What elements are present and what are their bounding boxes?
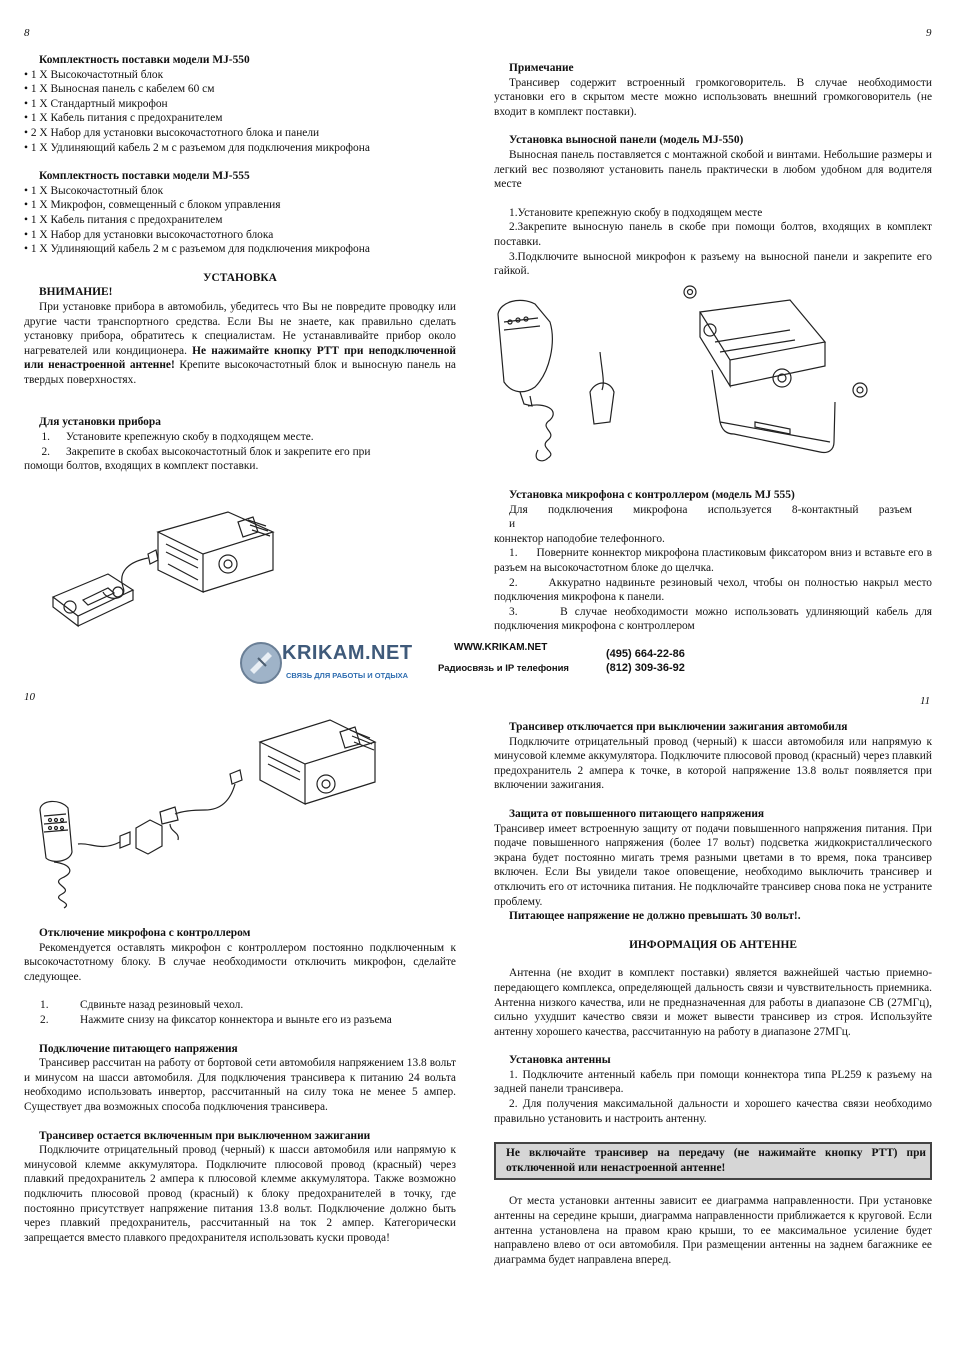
for-install-title: Для установки прибора	[39, 416, 161, 429]
antenna-text: Антенна (не входит в комплект поставки) является важнейшей частью приемно-передающего комплекса, определяющей дальность связи и чувствительность приемника. Антенна низкого качества, или не предназначенная для работы в диапазоне СВ (27МГц), сильно ухудшит качество связи и может вывести трансивер из строя. Используйте антенну хорошего качества, рассчитанную на работу в диапазоне 27МГц.	[494, 967, 932, 1038]
antenna-step: 2. Для получения максимальной дальности и хорошего качества связи необходимо правильно установить и настроить антенну.	[494, 1098, 932, 1125]
list-item: • 1 X Кабель питания с предохранителем	[24, 111, 456, 126]
step-text: Нажмите снизу на фиксатор коннектора и выньте его из разъема	[80, 1013, 392, 1026]
stays-on-title: Трансивер остается включенным при выключенном зажигании	[39, 1129, 371, 1142]
footer-band	[238, 640, 708, 686]
antenna-install-title: Установка антенны	[509, 1054, 611, 1067]
page-9-column-bottom	[494, 488, 932, 634]
page-10-column	[24, 926, 456, 1245]
install-heading: УСТАНОВКА	[203, 271, 277, 284]
list-item: • 1 X Удлиняющий кабель 2 м с разъемом для подключения микрофона	[24, 242, 456, 257]
antenna-step: 1. Подключите антенный кабель при помощи коннектора типа PL259 к разъему на задней панели трансивера.	[494, 1068, 932, 1096]
list-item: • 1 X Высокочастотный блок	[24, 68, 456, 83]
list-item: • 1 X Стандартный микрофон	[24, 97, 456, 112]
step2-continuation: помощи болтов, входящих в комплект поставки.	[24, 460, 259, 473]
site-link[interactable]: WWW.KRIKAM.NET	[454, 642, 548, 653]
stays-on-text: Подключите отрицательный провод (черный) к шасси автомобиля или напрямую к минусовой клемме аккумулятора. Подключите плюсовой провод (красный) через плавкий предохранитель 2 ампера к плюсовой клемме аккумулятора. Также возможно подключить плюсовой провод (красный) к блоку предохранителей в точку, где постоянно присутствует напряжение питания 13.8 вольт. Подключение должно быть через плавкий предохранитель, рассчитанный на ток 2 ампер. Категорически запрещается вместо плавкого предохранителя использовать куски провода!	[24, 1144, 456, 1244]
page-11-column	[494, 720, 932, 1267]
krikam-logo-icon	[238, 640, 284, 686]
install-step	[24, 445, 456, 460]
list-item: • 1 X Микрофон, совмещенный с блоком управления	[24, 198, 456, 213]
phone-1: (495) 664-22-86	[606, 648, 685, 660]
disconnect-text: Рекомендуется оставлять микрофон с контроллером постоянно подключенным к высокочастотному блоку. В случае необходимости отключить микрофон, сделайте следующее.	[24, 941, 456, 983]
power-title: Подключение питающего напряжения	[39, 1042, 238, 1055]
pattern-text: От места установки антенны зависит ее диаграмма направленности. При установке антенны на середине крыши, диаграмма направленности приближается к круговой. Если антенна установлена на правом краю крыши, то ее максимальное усиление будет направлено влево от оси автомобиля. При размещении антенны на заднем багажнике ее диаграмма будет направлена вперед.	[494, 1195, 932, 1266]
phone-2: (812) 309-36-92	[606, 662, 685, 674]
logo-subtitle: СВЯЗЬ ДЛЯ РАБОТЫ И ОТДЫХА	[286, 671, 409, 680]
disconnect-title: Отключение микрофона с контроллером	[39, 927, 251, 939]
mic-install-text-and: и	[509, 518, 516, 531]
list-item: • 2 X Набор для установки высокочастотного блока и панели	[24, 126, 456, 141]
overvoltage-text: Трансивер имеет встроенную защиту от подачи повышенного напряжения питания. При подаче повышенного напряжения (более 17 вольт) подсветка жидкокристаллического экрана будет постоянно мигать тремя разными цветами в то время, пока трансивер включен. Если Вы увидели такое оповещение, необходимо выключить трансивер и отключить его от источника питания. Не подключайте трансивер снова пока не устраните проблему.	[494, 822, 932, 908]
overvoltage-bold: Питающее напряжение не должно превышать 30 вольт!.	[509, 910, 801, 923]
logo-text: KRIKAM.NET	[282, 642, 413, 664]
overvoltage-title: Защита от повышенного питающего напряжения	[509, 807, 765, 820]
mic-install-text: Для подключения микрофона используется 8-контактный разъем	[509, 503, 912, 516]
panel-bracket-illustration	[490, 282, 880, 472]
tagline: Радиосвязь и IP телефония	[438, 663, 569, 674]
warning-box	[494, 1142, 932, 1180]
ignition-off-text: Подключите отрицательный провод (черный) к шасси автомобиля или напрямую к минусовой клемме аккумулятора. Подключите плюсовой провод (красный) через плавкий предохранитель 2 ампера к точке, в которой напряжение 13.8 вольт появляется при включении зажигания.	[494, 735, 932, 792]
attention-paragraph	[24, 300, 456, 388]
attention-bold: Не нажимайте кнопку PTT при неподключенной или ненастроенной антенне!	[24, 344, 456, 372]
disconnect-step	[24, 998, 456, 1013]
mic-install-text-2: коннектор наподобие телефонного.	[494, 532, 665, 545]
mic-step	[494, 576, 932, 605]
page-number-9: 9	[926, 27, 932, 39]
step-number: 3.	[509, 605, 518, 618]
power-text: Трансивер рассчитан на работу от бортовой сети автомобиля напряжением 13.8 вольт и минусом на шасси автомобиля. Для подключения трансивера к питанию 24 вольта необходимо использовать инвертор, рассчитанный на силу тока не менее 5 ампер. Существует два возможных способа подключения трансивера.	[24, 1057, 456, 1113]
list-item: • 1 X Удлиняющий кабель 2 м с разъемом для подключения микрофона	[24, 141, 456, 156]
list-item: • 1 X Выносная панель с кабелем 60 см	[24, 82, 456, 97]
step-text: Закрепите в скобах высокочастотный блок и закрепите его при	[66, 445, 371, 458]
page-9-column-top	[494, 61, 932, 279]
step-text: Установите крепежную скобу в подходящем месте.	[66, 431, 314, 444]
panel-step: 2.Закрепите выносную панель в скобе при помощи болтов, входящих в комплект поставки.	[494, 221, 932, 248]
mj555-list	[24, 184, 456, 257]
step-number: 2.	[41, 445, 50, 458]
install-step	[24, 430, 456, 445]
step-number: 1.	[509, 547, 518, 560]
step-text: Аккуратно надвиньте резиновый чехол, чтобы он полностью накрыл место подключения микрофона к панели.	[494, 576, 933, 604]
mj550-list	[24, 68, 456, 156]
step-number: 1.	[41, 431, 50, 444]
mj550-title: Комплектность поставки модели MJ-550	[39, 54, 250, 66]
step-number: 2.	[509, 576, 518, 589]
attention-tail: Крепите высокочастотный блок и выносную панель на твердых поверхностях.	[24, 359, 456, 386]
list-item: • 1 X Набор для установки высокочастотного блока	[24, 228, 456, 243]
page-number-10: 10	[24, 691, 35, 703]
step-text: Поверните коннектор микрофона пластиковым фиксатором вниз и вставьте его в разъем на высокочастотном блоке до щелчка.	[494, 547, 932, 574]
step-number: 1.	[40, 999, 49, 1012]
panel-install-text: Выносная панель поставляется с монтажной скобой и винтами. Небольшие размеры и легкий вес позволяют установить панель практически в любом удобном для водителя месте	[494, 148, 932, 191]
mj555-title: Комплектность поставки модели MJ-555	[39, 170, 250, 183]
page-number-8: 8	[24, 27, 30, 39]
disconnect-step	[24, 1013, 456, 1028]
step-text: Сдвиньте назад резиновый чехол.	[80, 999, 244, 1012]
warning-text: Не включайте трансивер на передачу (не нажимайте кнопку PTT) при отключенной или ненастроенной антенне!	[506, 1147, 926, 1174]
mic-install-title: Установка микрофона с контроллером (модель MJ 555)	[509, 489, 795, 501]
mic-controller-illustration	[30, 712, 380, 912]
list-item: • 1 X Кабель питания с предохранителем	[24, 213, 456, 228]
ignition-off-title: Трансивер отключается при выключении зажигания автомобиля	[509, 721, 848, 733]
step-number: 2.	[40, 1013, 49, 1026]
note-text: Трансивер содержит встроенный громкоговоритель. В случае необходимости установки его в скрытом месте можно использовать внешний громкоговоритель (не входит в комплект поставки).	[494, 76, 932, 118]
transceiver-panel-illustration	[48, 492, 288, 642]
antenna-heading: ИНФОРМАЦИЯ ОБ АНТЕННЕ	[629, 938, 797, 951]
mic-step	[494, 605, 932, 634]
attention-text: При установке прибора в автомобиль, убедитесь что Вы не повредите проводку или другие части транспортного средства. Если Вы не знаете, как правильно сделать установку прибора, обратитесь к специалистам. Не устанавливайте прибор около нагревателей или кондиционера.	[24, 300, 456, 357]
attention-heading: ВНИМАНИЕ!	[39, 286, 113, 299]
panel-step: 1.Установите крепежную скобу в подходящем месте	[509, 206, 763, 219]
list-item: • 1 X Высокочастотный блок	[24, 184, 456, 199]
step-text: В случае необходимости можно использовать удлиняющий кабель для подключения микрофона с контроллером	[494, 605, 932, 633]
page-8-column	[24, 53, 456, 474]
panel-step: 3.Подключите выносной микрофон к разъему на выносной панели и закрепите его гайкой.	[494, 250, 932, 278]
page-number-11: 11	[920, 695, 931, 707]
mic-step	[494, 546, 932, 575]
note-title: Примечание	[509, 62, 574, 74]
panel-install-title: Установка выносной панели (модель MJ-550)	[509, 134, 744, 147]
